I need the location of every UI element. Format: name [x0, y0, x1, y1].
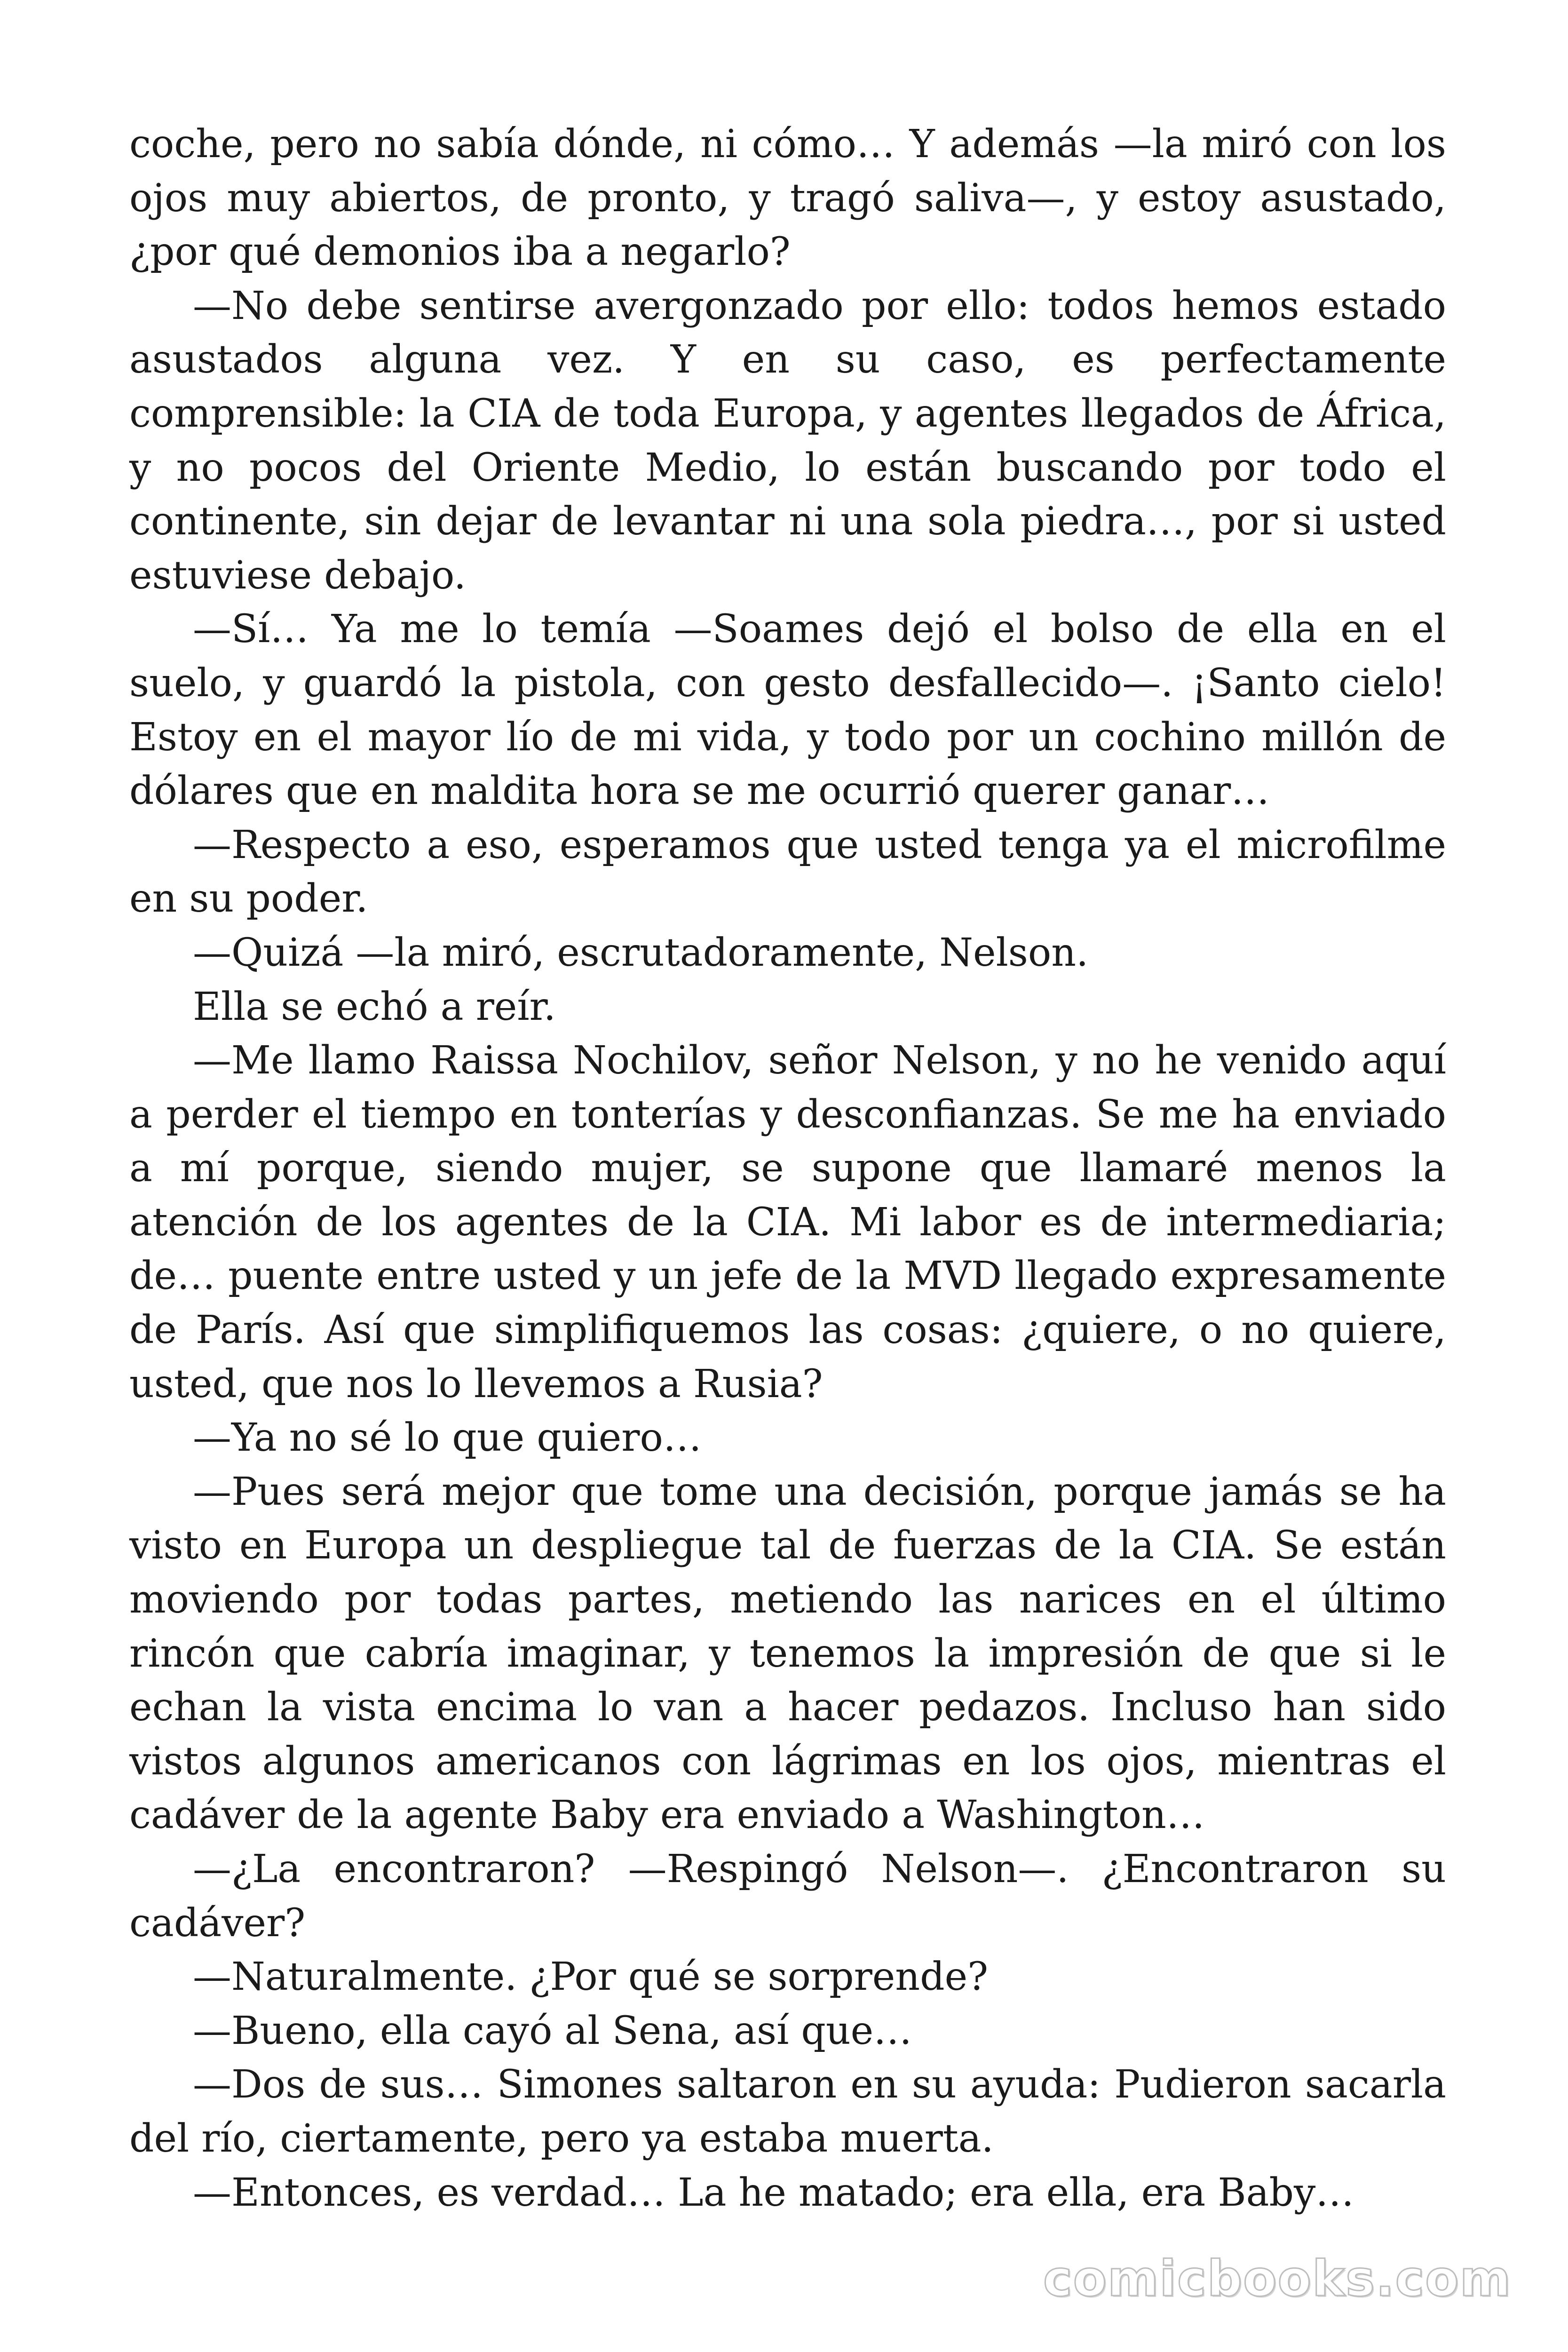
paragraph: Ella se echó a reír.	[193, 984, 556, 1029]
paragraph: —Sí… Ya me lo temía —Soames dejó el bolso de ella en el suelo, y guardó la pistola, con gesto desfallecido—. ¡Santo cielo! Estoy en el mayor lío de mi vida, y todo por un cochino millón de dólares que en maldita hora se me ocurrió querer ganar…	[129, 607, 1446, 814]
paragraph: coche, pero no sabía dónde, ni cómo… Y además —la miró con los ojos muy abiertos, de pronto, y tragó saliva—, y estoy asustado, ¿por qué demonios iba a negarlo?	[129, 122, 1446, 275]
paragraph: —Bueno, ella cayó al Sena, así que…	[193, 2008, 912, 2053]
paragraph: —Ya no sé lo que quiero…	[193, 1415, 702, 1461]
paragraph: —Entonces, es verdad… La he matado; era ella, era Baby…	[193, 2170, 1354, 2215]
paragraph: —Dos de sus… Simones saltaron en su ayuda: Pudieron sacarla del río, ciertamente, pero ya estaba muerta.	[129, 2062, 1446, 2161]
paragraph: —No debe sentirse avergonzado por ello: todos hemos estado asustados alguna vez. Y en su caso, es perfectamente comprensible: la CIA de toda Europa, y agentes llegados de África, y no pocos del Oriente Medio, lo están buscando por todo el continente, sin dejar de levantar ni una sola piedra…, por si usted estuviese debajo.	[129, 283, 1446, 598]
paragraph: —Respecto a eso, esperamos que usted tenga ya el microfilme en su poder.	[129, 822, 1446, 922]
paragraph: —Naturalmente. ¿Por qué se sorprende?	[193, 1955, 989, 2000]
paragraph: —Me llamo Raissa Nochilov, señor Nelson, y no he venido aquí a perder el tiempo en tonterías y desconfianzas. Se me ha enviado a mí porque, siendo mujer, se supone que llamaré menos la atención de los agentes de la CIA. Mi labor es de intermediaria; de… puente entre usted y un jefe de la MVD llegado expresamente de París. Así que simplifiquemos las cosas: ¿quiere, o no quiere, usted, que nos lo llevemos a Rusia?	[129, 1038, 1446, 1406]
paragraph: —Pues será mejor que tome una decisión, porque jamás se ha visto en Europa un despliegue tal de fuerzas de la CIA. Se están moviendo por todas partes, metiendo las narices en el último rincón que cabría imaginar, y tenemos la impresión de que si le echan la vista encima lo van a hacer pedazos. Incluso han sido vistos algunos americanos con lágrimas en los ojos, mientras el cadáver de la agente Baby era enviado a Washington…	[129, 1469, 1446, 1838]
paragraph: —¿La encontraron? —Respingó Nelson—. ¿Encontraron su cadáver?	[129, 1847, 1446, 1946]
page-text	[129, 118, 1446, 2220]
paragraph: —Quizá —la miró, escrutadoramente, Nelson.	[193, 930, 1089, 975]
watermark-logo: comicbooks.com	[1043, 2250, 1512, 2307]
